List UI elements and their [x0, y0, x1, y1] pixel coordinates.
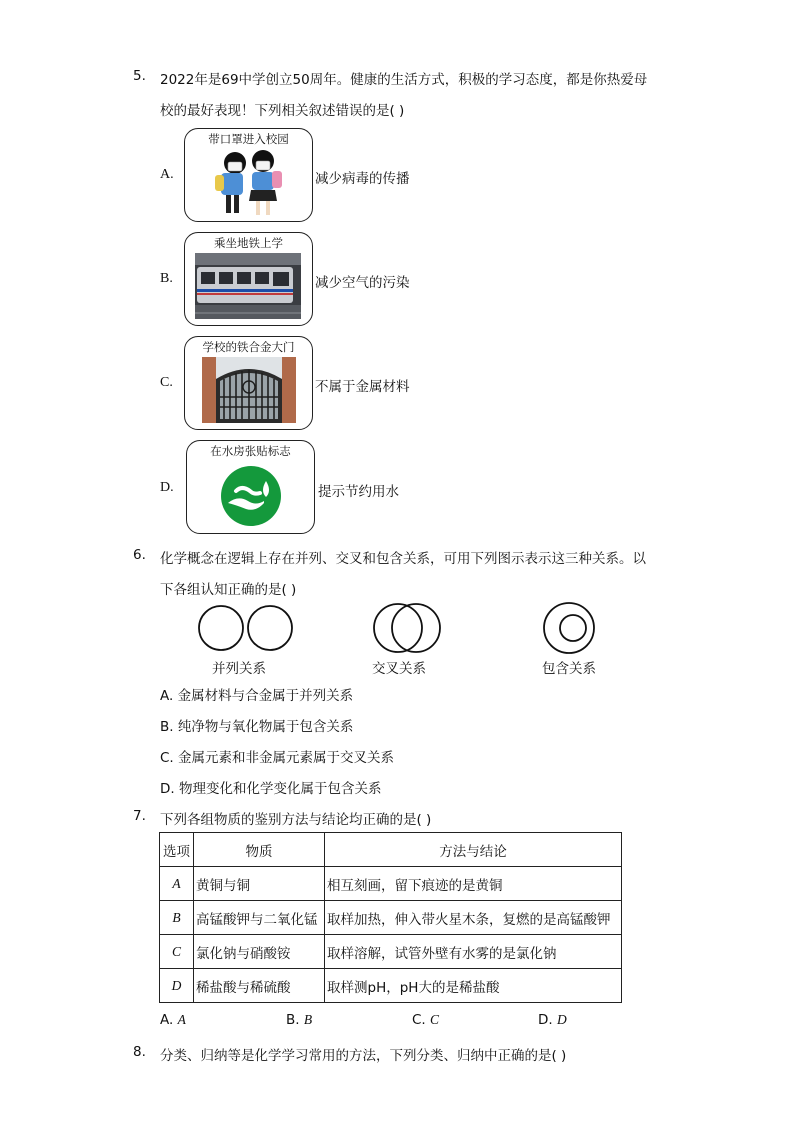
table-cell: 取样测pH，pH大的是稀盐酸 [325, 969, 622, 1003]
q7-answer-b[interactable] [286, 1012, 312, 1028]
q7-answer-b-value: B [303, 1012, 313, 1027]
q5-option-d-desc: 提示节约用水 [318, 484, 399, 500]
q8-stem: 分类、归纳等是化学学习常用的方法，下列分类、归纳中正确的是( ) [160, 1048, 567, 1064]
q5-option-a-card[interactable] [184, 128, 313, 222]
table-header-cell: 方法与结论 [325, 833, 622, 867]
q5-option-d-caption: 在水房张贴标志 [210, 444, 291, 458]
students-wearing-masks-image [211, 147, 289, 219]
table-header-cell: 物质 [194, 833, 325, 867]
iron-gate-image [202, 357, 296, 423]
table-row [160, 901, 622, 935]
q5-stem-line1: 2022年是69中学创立50周年。健康的生活方式，积极的学习态度，都是你热爱母 [160, 72, 648, 88]
venn-label-contain: 包含关系 [542, 661, 596, 677]
q7-answer-d[interactable] [538, 1012, 567, 1028]
q7-stem: 下列各组物质的鉴别方法与结论均正确的是( ) [160, 812, 432, 828]
venn-parallel [199, 606, 292, 650]
q7-answer-c[interactable] [412, 1012, 439, 1028]
q7-answer-c-letter: C. [412, 1012, 426, 1028]
q6-stem-line2: 下各组认知正确的是( ) [160, 582, 297, 598]
q5-stem-line2: 校的最好表现！下列相关叙述错误的是( ) [160, 103, 405, 119]
q5-option-d-letter[interactable]: D. [160, 480, 174, 495]
table-row [160, 969, 622, 1003]
venn-diagrams [190, 600, 610, 656]
table-header-cell: 选项 [160, 833, 194, 867]
q7-answer-c-value: C [430, 1012, 440, 1027]
venn-intersect [374, 604, 440, 652]
table-cell: 取样加热，伸入带火星木条，复燃的是高锰酸钾 [325, 901, 622, 935]
q5-option-c-desc: 不属于金属材料 [315, 379, 410, 395]
q5-option-a-caption: 带口罩进入校园 [208, 132, 289, 146]
table-cell: A [160, 867, 194, 901]
table-cell: B [160, 901, 194, 935]
water-saving-logo-icon [220, 465, 282, 527]
question-number-6: 6. [133, 547, 146, 563]
table-cell: 黄铜与铜 [194, 867, 325, 901]
table-cell: 取样溶解，试管外壁有水雾的是氯化钠 [325, 935, 622, 969]
q5-option-b-desc: 减少空气的污染 [315, 275, 410, 291]
q6-stem-line1: 化学概念在逻辑上存在并列、交叉和包含关系，可用下列图示表示这三种关系。以 [160, 551, 646, 567]
q7-answer-a-letter: A. [160, 1012, 174, 1028]
q5-option-c-letter[interactable]: C. [160, 375, 173, 390]
q5-option-b-card[interactable] [184, 232, 313, 326]
q5-option-c-card[interactable] [184, 336, 313, 430]
q7-answer-d-letter: D. [538, 1012, 553, 1028]
table-row [160, 935, 622, 969]
venn-label-intersect: 交叉关系 [372, 661, 426, 677]
q6-option-d[interactable]: D. 物理变化和化学变化属于包含关系 [160, 781, 382, 797]
q7-answer-d-value: D [556, 1012, 567, 1027]
subway-train-image [195, 253, 301, 319]
table-header-row [160, 833, 622, 867]
table-cell: 高锰酸钾与二氧化锰 [194, 901, 325, 935]
venn-label-parallel: 并列关系 [212, 661, 266, 677]
q7-answer-b-letter: B. [286, 1012, 300, 1028]
q5-option-a-letter[interactable]: A. [160, 167, 174, 182]
q7-answer-a[interactable] [160, 1012, 186, 1028]
q5-option-d-card[interactable] [186, 440, 315, 534]
q5-option-b-letter[interactable]: B. [160, 271, 173, 286]
q5-option-b-caption: 乘坐地铁上学 [214, 236, 283, 250]
table-row [160, 867, 622, 901]
table-cell: 氯化钠与硝酸铵 [194, 935, 325, 969]
q5-option-a-desc: 减少病毒的传播 [315, 171, 410, 187]
q6-option-a[interactable]: A. 金属材料与合金属于并列关系 [160, 688, 354, 704]
table-cell: 稀盐酸与稀硫酸 [194, 969, 325, 1003]
table-cell: 相互刻画，留下痕迹的是黄铜 [325, 867, 622, 901]
question-number-5: 5. [133, 68, 146, 84]
q5-option-c-caption: 学校的铁合金大门 [202, 340, 295, 354]
venn-contain [544, 603, 594, 653]
q6-option-c[interactable]: C. 金属元素和非金属元素属于交叉关系 [160, 750, 395, 766]
question-number-7: 7. [133, 808, 146, 824]
question-number-8: 8. [133, 1044, 146, 1060]
q6-option-b[interactable]: B. 纯净物与氧化物属于包含关系 [160, 719, 354, 735]
table-cell: C [160, 935, 194, 969]
q7-answer-a-value: A [177, 1012, 186, 1027]
q7-table [159, 832, 622, 1003]
table-cell: D [160, 969, 194, 1003]
